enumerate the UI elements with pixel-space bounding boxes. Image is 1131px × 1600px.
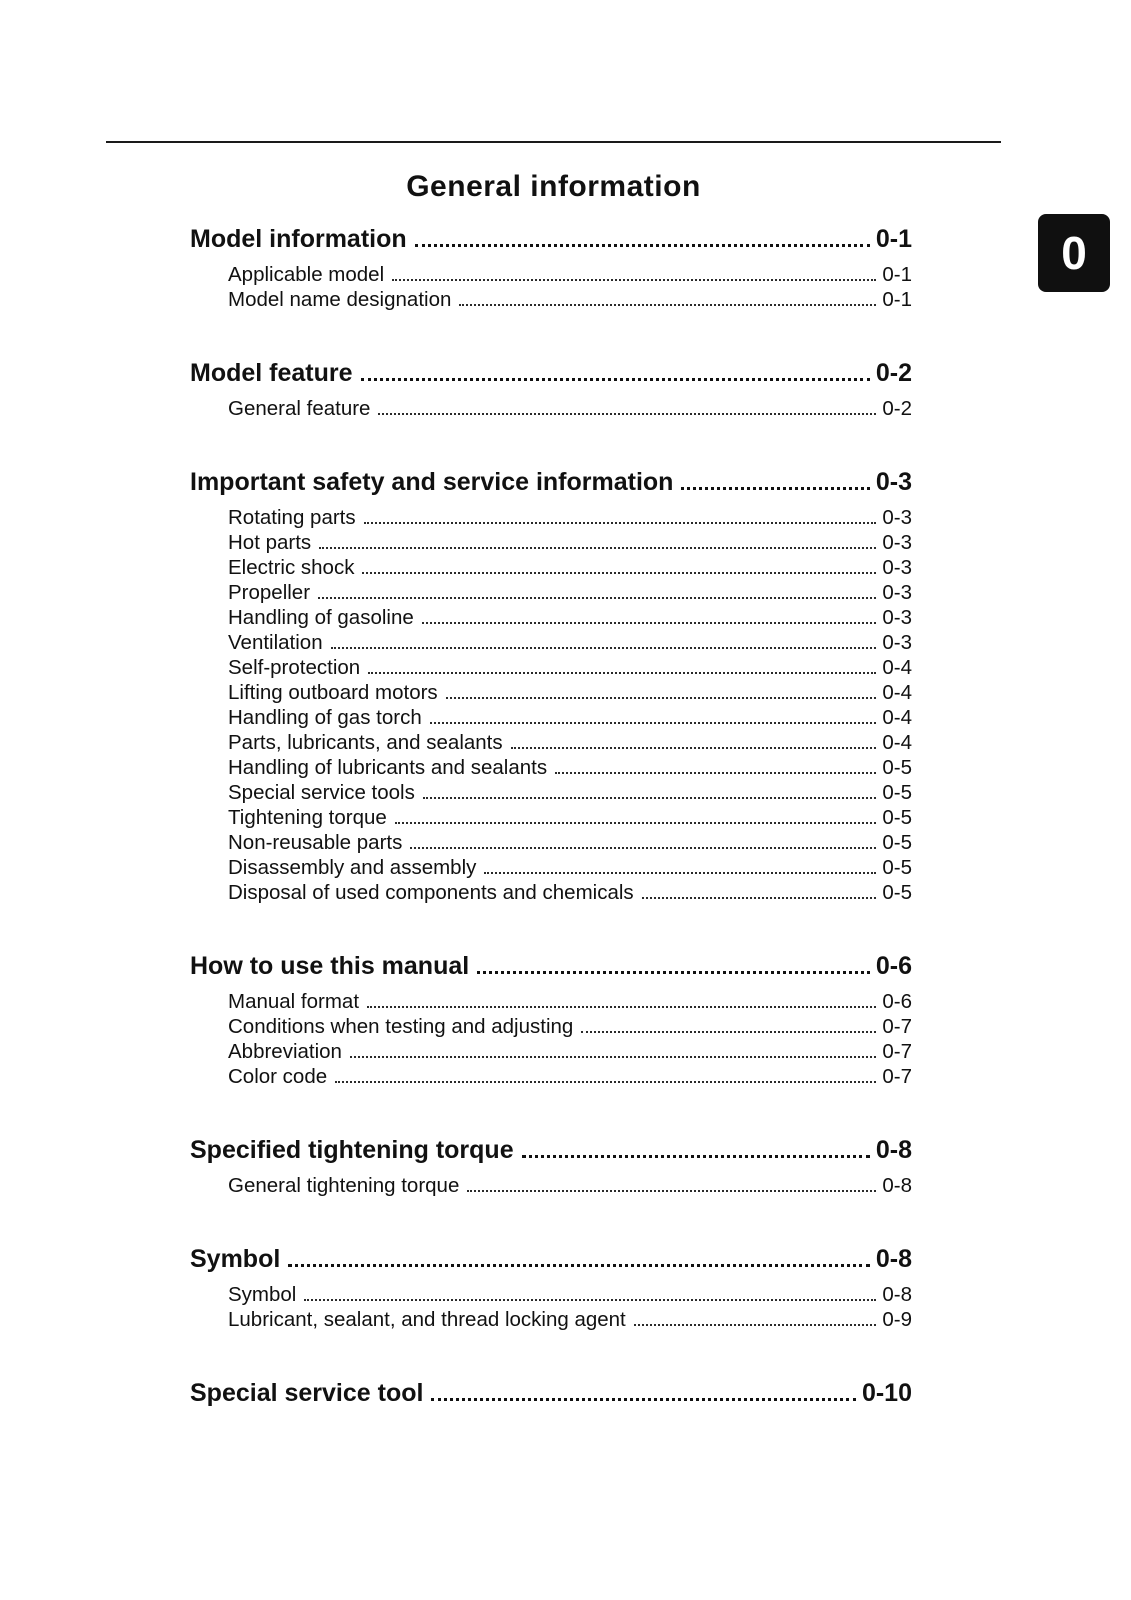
toc-item-row[interactable]	[228, 780, 912, 805]
dot-leader	[642, 897, 877, 899]
toc-heading-label: Special service tool	[190, 1379, 424, 1407]
toc-item-row[interactable]	[228, 989, 912, 1014]
dot-leader	[431, 1398, 856, 1401]
toc-item-row[interactable]	[228, 680, 912, 705]
dot-leader	[634, 1324, 877, 1326]
dot-leader	[446, 697, 877, 699]
page-title: General information	[406, 170, 701, 204]
toc-item-label: Rotating parts	[228, 506, 356, 529]
dot-leader	[430, 722, 877, 724]
toc-item-label: Propeller	[228, 581, 311, 604]
dot-leader	[288, 1264, 870, 1267]
dot-leader	[335, 1081, 876, 1083]
dot-leader	[350, 1056, 876, 1058]
toc-item-row[interactable]	[228, 287, 912, 312]
toc-heading-row[interactable]	[190, 358, 912, 388]
chapter-thumb-tab	[1038, 214, 1110, 292]
toc-heading-page: 0-8	[875, 1136, 912, 1164]
toc-heading-row[interactable]	[190, 1378, 912, 1408]
toc-item-page: 0-4	[882, 681, 912, 704]
toc-item-row[interactable]	[228, 855, 912, 880]
toc-item-page: 0-5	[882, 781, 912, 804]
toc-item-row[interactable]	[228, 1014, 912, 1039]
toc-item-label: Non-reusable parts	[228, 831, 403, 854]
dot-leader	[415, 244, 870, 247]
toc-item-list	[190, 1282, 912, 1332]
toc-item-label: Hot parts	[228, 531, 312, 554]
toc-item-page: 0-7	[882, 1065, 912, 1088]
toc-item-row[interactable]	[228, 1039, 912, 1064]
toc-item-page: 0-3	[882, 531, 912, 554]
dot-leader	[361, 378, 870, 381]
toc-item-row[interactable]	[228, 396, 912, 421]
toc-item-row[interactable]	[228, 262, 912, 287]
toc-section	[190, 467, 912, 905]
toc-item-page: 0-1	[882, 288, 912, 311]
toc-item-page: 0-4	[882, 706, 912, 729]
toc-item-label: Electric shock	[228, 556, 355, 579]
toc-item-row[interactable]	[228, 1282, 912, 1307]
toc-item-page: 0-6	[882, 990, 912, 1013]
toc-item-label: General tightening torque	[228, 1174, 460, 1197]
toc-heading-page: 0-8	[875, 1245, 912, 1273]
toc-item-page: 0-8	[882, 1283, 912, 1306]
toc-heading-page: 0-3	[875, 468, 912, 496]
toc-item-label: Self-protection	[228, 656, 361, 679]
toc-heading-row[interactable]	[190, 224, 912, 254]
toc-item-label: Manual format	[228, 990, 360, 1013]
toc-item-label: Tightening torque	[228, 806, 387, 829]
dot-leader	[362, 572, 876, 574]
toc-item-label: Ventilation	[228, 631, 323, 654]
toc-section	[190, 951, 912, 1089]
toc-item-label: Symbol	[228, 1283, 297, 1306]
dot-leader	[681, 487, 869, 490]
toc-item-row[interactable]	[228, 730, 912, 755]
toc-item-page: 0-5	[882, 806, 912, 829]
header-rule	[106, 141, 1001, 143]
toc-item-list	[190, 989, 912, 1089]
toc-heading-label: How to use this manual	[190, 952, 470, 980]
toc-item-label: Lifting outboard motors	[228, 681, 438, 704]
dot-leader	[511, 747, 877, 749]
toc-item-label: Model name designation	[228, 288, 452, 311]
toc-item-label: Abbreviation	[228, 1040, 342, 1063]
toc-item-page: 0-3	[882, 556, 912, 579]
toc-item-list	[190, 396, 912, 421]
toc-item-label: Handling of gasoline	[228, 606, 414, 629]
toc-item-label: Parts, lubricants, and sealants	[228, 731, 503, 754]
toc-heading-label: Specified tightening torque	[190, 1136, 514, 1164]
toc-item-row[interactable]	[228, 580, 912, 605]
toc-item-page: 0-2	[882, 397, 912, 420]
toc-item-row[interactable]	[228, 605, 912, 630]
toc-item-row[interactable]	[228, 830, 912, 855]
toc-item-page: 0-7	[882, 1015, 912, 1038]
dot-leader	[484, 872, 876, 874]
toc-item-list	[190, 1173, 912, 1198]
toc-item-row[interactable]	[228, 530, 912, 555]
toc-item-page: 0-5	[882, 756, 912, 779]
toc-item-page: 0-4	[882, 731, 912, 754]
dot-leader	[459, 304, 876, 306]
toc-item-label: Conditions when testing and adjusting	[228, 1015, 574, 1038]
toc-item-page: 0-5	[882, 881, 912, 904]
toc	[190, 224, 912, 1416]
toc-item-row[interactable]	[228, 755, 912, 780]
toc-section	[190, 1244, 912, 1332]
toc-item-page: 0-3	[882, 631, 912, 654]
dot-leader	[367, 1006, 876, 1008]
toc-heading-row[interactable]	[190, 1244, 912, 1274]
toc-item-label: Lubricant, sealant, and thread locking agent	[228, 1308, 626, 1331]
toc-item-row[interactable]	[228, 655, 912, 680]
dot-leader	[467, 1190, 876, 1192]
toc-section	[190, 224, 912, 312]
toc-item-label: Applicable model	[228, 263, 385, 286]
dot-leader	[410, 847, 876, 849]
dot-leader	[555, 772, 876, 774]
toc-item-page: 0-5	[882, 831, 912, 854]
toc-heading-page: 0-6	[875, 952, 912, 980]
toc-heading-row[interactable]	[190, 951, 912, 981]
toc-heading-row[interactable]	[190, 467, 912, 497]
toc-item-label: Handling of lubricants and sealants	[228, 756, 548, 779]
dot-leader	[477, 971, 870, 974]
toc-item-row[interactable]	[228, 555, 912, 580]
dot-leader	[395, 822, 877, 824]
dot-leader	[378, 413, 876, 415]
toc-section	[190, 1135, 912, 1198]
dot-leader	[392, 279, 876, 281]
toc-heading-page: 0-2	[875, 359, 912, 387]
toc-item-row[interactable]	[228, 505, 912, 530]
toc-item-page: 0-9	[882, 1308, 912, 1331]
toc-item-row[interactable]	[228, 1307, 912, 1332]
toc-section	[190, 358, 912, 421]
toc-item-page: 0-3	[882, 581, 912, 604]
toc-item-label: General feature	[228, 397, 371, 420]
toc-item-row[interactable]	[228, 705, 912, 730]
toc-item-label: Disposal of used components and chemicals	[228, 881, 634, 904]
toc-item-label: Disassembly and assembly	[228, 856, 477, 879]
dot-leader	[318, 597, 876, 599]
dot-leader	[331, 647, 877, 649]
toc-heading-page: 0-10	[861, 1379, 912, 1407]
toc-item-row[interactable]	[228, 1173, 912, 1198]
toc-item-page: 0-7	[882, 1040, 912, 1063]
toc-item-row[interactable]	[228, 1064, 912, 1089]
dot-leader	[423, 797, 876, 799]
toc-heading-label: Important safety and service information	[190, 468, 674, 496]
toc-item-list	[190, 505, 912, 905]
toc-item-label: Handling of gas torch	[228, 706, 422, 729]
toc-item-row[interactable]	[228, 805, 912, 830]
toc-item-page: 0-8	[882, 1174, 912, 1197]
toc-heading-label: Model feature	[190, 359, 353, 387]
toc-heading-page: 0-1	[875, 225, 912, 253]
toc-item-page: 0-3	[882, 506, 912, 529]
toc-item-label: Special service tools	[228, 781, 415, 804]
toc-item-page: 0-4	[882, 656, 912, 679]
toc-section	[190, 1378, 912, 1408]
toc-item-row[interactable]	[228, 630, 912, 655]
dot-leader	[368, 672, 876, 674]
toc-heading-label: Symbol	[190, 1245, 281, 1273]
toc-item-page: 0-5	[882, 856, 912, 879]
dot-leader	[304, 1299, 876, 1301]
dot-leader	[522, 1155, 870, 1158]
chapter-number: 0	[1061, 227, 1087, 279]
toc-item-row[interactable]	[228, 880, 912, 905]
toc-item-page: 0-1	[882, 263, 912, 286]
toc-item-page: 0-3	[882, 606, 912, 629]
dot-leader	[319, 547, 876, 549]
toc-item-label: Color code	[228, 1065, 328, 1088]
toc-item-list	[190, 262, 912, 312]
dot-leader	[422, 622, 877, 624]
dot-leader	[364, 522, 877, 524]
toc-heading-row[interactable]	[190, 1135, 912, 1165]
toc-heading-label: Model information	[190, 225, 407, 253]
dot-leader	[581, 1031, 876, 1033]
